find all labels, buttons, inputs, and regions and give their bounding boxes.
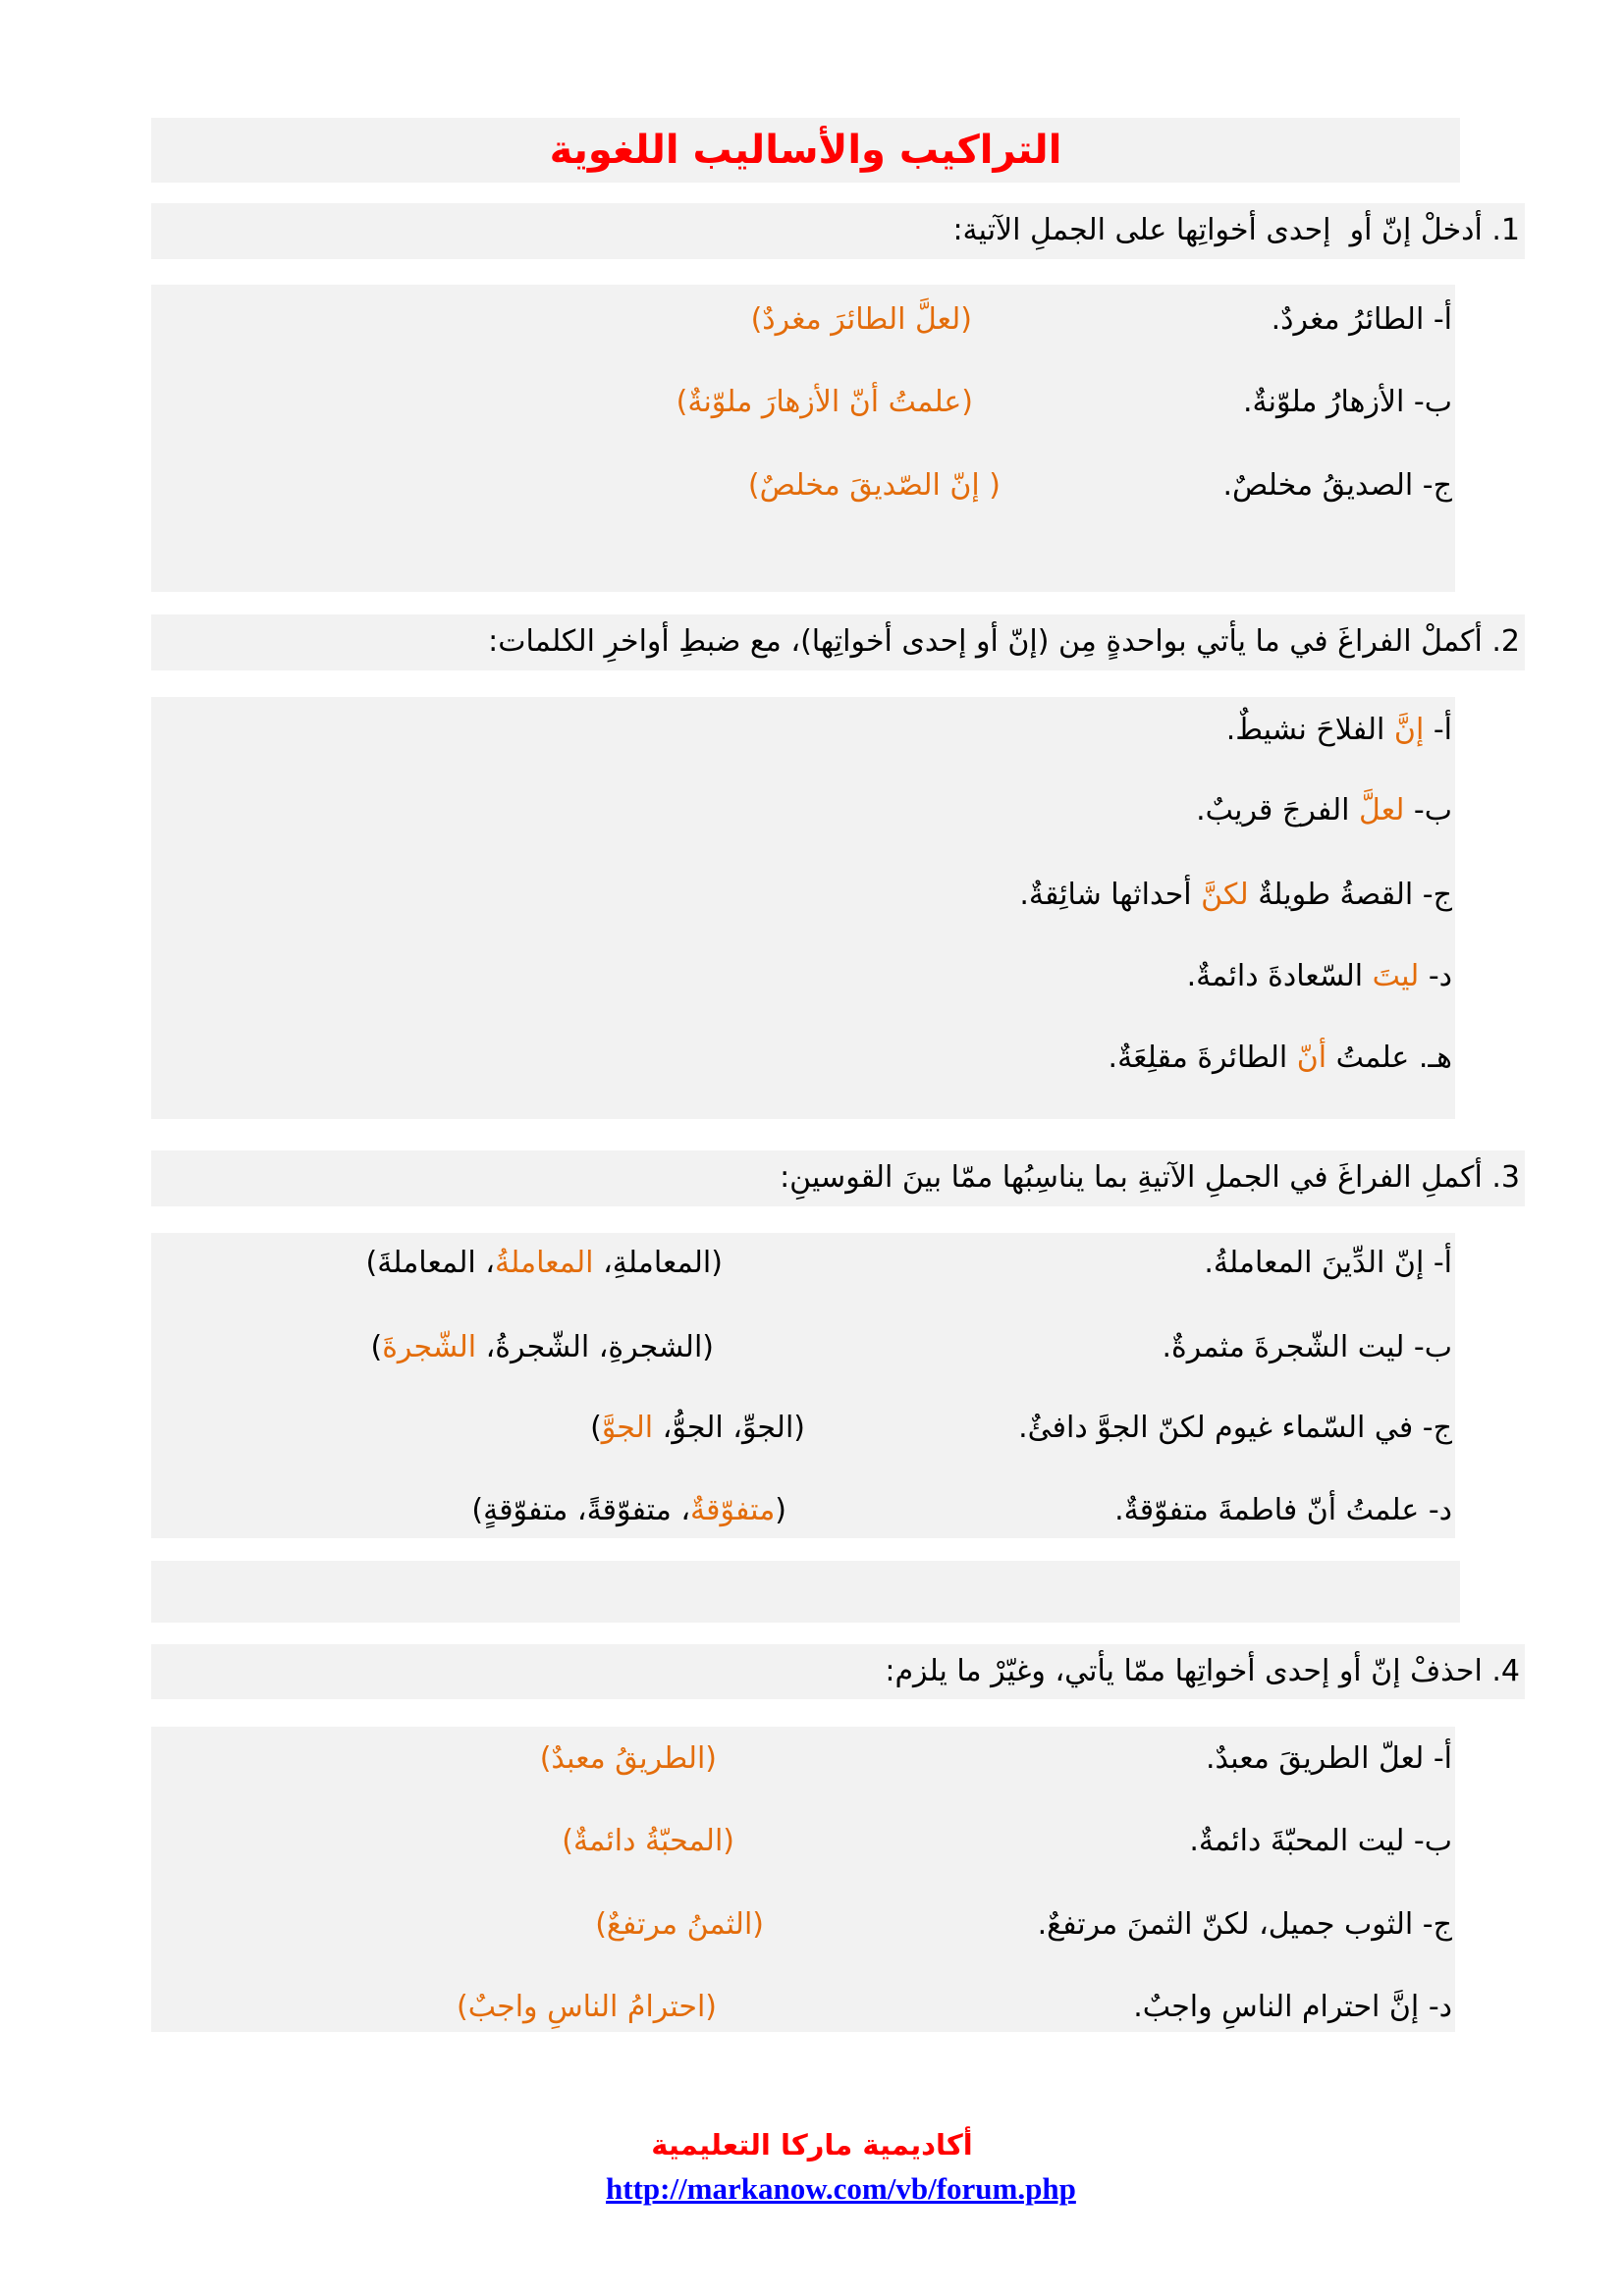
- item-label: د-: [1428, 959, 1452, 993]
- s2-item-d: [0, 953, 1624, 1000]
- option-separator: ،: [603, 1246, 613, 1280]
- item-answer: (المحبّةُ دائمةٌ): [562, 1824, 734, 1858]
- item-sentence: في السّماء غيوم لكنّ الجوَّ دافئٌ.: [1018, 1411, 1414, 1445]
- option-close-paren: ): [471, 1493, 484, 1527]
- section-4-header: [885, 1648, 1520, 1695]
- item-label: هـ.: [1418, 1041, 1452, 1075]
- item-sentence-line: [1109, 1035, 1452, 1082]
- item-sentence: إنَّ احترام الناسِ واجبٌ.: [1133, 1990, 1420, 2024]
- item-answer: لعلَّ: [1359, 793, 1405, 828]
- option: متفوّقةٍ: [483, 1493, 568, 1527]
- section-instruction: أكملْ الفراغَ في ما يأتي بواحدةٍ مِن (إنّ أو إحدى أخواتِها)، مع ضبطِ أواخرِ الكلمات:: [488, 624, 1483, 659]
- page-title: التراكيب والأساليب اللغوية: [549, 128, 1062, 173]
- item-sentence-line: [1189, 1818, 1452, 1865]
- item-sentence: لعلّ الطريقَ معبدٌ.: [1205, 1741, 1425, 1776]
- item-label: ج-: [1422, 1411, 1452, 1445]
- item-label: ب-: [1413, 1330, 1452, 1364]
- s4-item-c: [0, 1901, 1624, 1949]
- item-label: د-: [1428, 1493, 1452, 1527]
- options-group: [471, 1487, 786, 1534]
- item-label: د-: [1428, 1990, 1452, 2024]
- s4-item-b: [0, 1818, 1624, 1865]
- option-separator: ،: [576, 1493, 587, 1527]
- option: المعاملةَ: [377, 1246, 476, 1280]
- item-sentence: الثوب جميل، لكنّ الثمنَ مرتفعٌ.: [1037, 1907, 1414, 1942]
- option-close-paren: ): [590, 1411, 602, 1445]
- item-sentence: الأزهارُ ملوّنةٌ.: [1242, 385, 1405, 419]
- section-number: 1.: [1491, 213, 1520, 247]
- item-sentence: إنّ الدِّينَ المعاملةُ.: [1204, 1246, 1425, 1280]
- option-open-paren: (: [702, 1330, 714, 1364]
- option: الجوِّ: [741, 1411, 794, 1445]
- item-sentence: علمتُ أنّ فاطمةَ متفوّقةٌ.: [1114, 1493, 1420, 1527]
- option: متفوّقةٌ: [690, 1493, 776, 1527]
- item-text-after: السّعادةَ دائمةٌ.: [1186, 959, 1364, 993]
- item-text-before: القصةُ طويلةٌ: [1258, 878, 1414, 912]
- section-number: 4.: [1491, 1654, 1520, 1688]
- section-instruction: احذفْ إنّ أو إحدى أخواتِها ممّا يأتي، وغيّرْ ما يلزم:: [885, 1654, 1483, 1688]
- footer-academy-name: أكاديمية ماركا التعليمية: [651, 2128, 973, 2162]
- item-answer: (الطريقُ معبدٌ): [539, 1741, 717, 1776]
- item-sentence-line: [1206, 1735, 1452, 1783]
- s4-item-a: [0, 1735, 1624, 1783]
- option: الجوُّ: [672, 1411, 724, 1445]
- item-sentence-line: [1196, 787, 1452, 834]
- item-label: ج-: [1422, 468, 1452, 503]
- section-3-header: [780, 1154, 1520, 1201]
- item-text-after: الطائرةَ مقلِعَةٌ.: [1108, 1041, 1288, 1075]
- option-open-paren: (: [793, 1411, 805, 1445]
- item-label: ج-: [1422, 1907, 1452, 1942]
- item-label: ب-: [1413, 385, 1452, 419]
- option: الجوَّ: [601, 1411, 654, 1445]
- option: المعاملةُ: [494, 1246, 594, 1280]
- options-group: [590, 1405, 805, 1452]
- s2-item-a: [0, 707, 1624, 754]
- option-separator: ،: [732, 1411, 742, 1445]
- option-open-paren: (: [775, 1493, 786, 1527]
- option: المعاملةِ: [612, 1246, 712, 1280]
- s2-item-b: [0, 787, 1624, 834]
- item-answer: لكنَّ: [1201, 878, 1249, 912]
- s3-item-b: [0, 1324, 1624, 1371]
- item-label: أ-: [1433, 713, 1452, 747]
- item-text-after: أحداثها شائِقةٌ.: [1019, 878, 1192, 912]
- item-sentence-line: [1018, 1405, 1452, 1452]
- section-2-header: [488, 618, 1520, 666]
- s3-item-a: [0, 1240, 1624, 1287]
- item-sentence-line: [1222, 462, 1452, 509]
- item-sentence-line: [1038, 1901, 1452, 1949]
- item-sentence-line: [1114, 1487, 1452, 1534]
- item-label: أ-: [1433, 302, 1452, 337]
- option-close-paren: ): [370, 1330, 383, 1364]
- item-label: ب-: [1413, 793, 1452, 828]
- footer-link[interactable]: http://markanow.com/vb/forum.php: [606, 2171, 1076, 2206]
- item-text-after: الفلاحَ نشيطٌ.: [1225, 713, 1385, 747]
- s2-item-c: [0, 872, 1624, 919]
- item-sentence-line: [1133, 1984, 1452, 2031]
- options-group: [370, 1324, 714, 1371]
- option: الشجرةِ: [608, 1330, 703, 1364]
- option-separator: ،: [662, 1411, 673, 1445]
- option: متفوّقةً: [586, 1493, 672, 1527]
- s1-item-b: [0, 379, 1624, 426]
- item-label: أ-: [1433, 1246, 1452, 1280]
- option-separator: ،: [680, 1493, 691, 1527]
- item-label: ج-: [1422, 878, 1452, 912]
- item-answer: (الثمنُ مرتفعٌ): [595, 1907, 764, 1942]
- item-sentence-line: [1019, 872, 1452, 919]
- option-separator: ،: [598, 1330, 609, 1364]
- item-sentence: ليت المحبّةَ دائمةٌ.: [1189, 1824, 1405, 1858]
- option: الشّجرةُ: [495, 1330, 590, 1364]
- item-sentence: الصديقُ مخلصٌ.: [1222, 468, 1414, 503]
- option-separator: ،: [485, 1330, 496, 1364]
- item-sentence-line: [1272, 296, 1452, 344]
- item-answer: (احترامُ الناسِ واجبٌ): [457, 1990, 717, 2024]
- item-answer: ليتَ: [1372, 959, 1420, 993]
- item-sentence-line: [1187, 953, 1452, 1000]
- empty-band: [151, 1561, 1460, 1623]
- item-label: أ-: [1433, 1741, 1452, 1776]
- section-number: 2.: [1491, 624, 1520, 659]
- item-sentence-line: [1243, 379, 1452, 426]
- item-answer: إنَّ: [1393, 713, 1425, 747]
- item-text-before: علمتُ: [1335, 1041, 1410, 1075]
- item-sentence: الطائرُ مغردٌ.: [1271, 302, 1425, 337]
- item-answer: (علمتُ أنّ الأزهارَ ملوّنةٌ): [676, 385, 973, 419]
- s2-item-e: [0, 1035, 1624, 1082]
- section-instruction: أكملِ الفراغَ في الجملِ الآتيةِ بما يناسِبُها ممّا بينَ القوسينِ:: [780, 1160, 1483, 1195]
- option-separator: ،: [485, 1246, 495, 1280]
- option-close-paren: ): [365, 1246, 378, 1280]
- s4-item-d: [0, 1984, 1624, 2031]
- item-answer: (لعلَّ الطائرَ مغردٌ): [750, 302, 972, 337]
- s1-item-a: [0, 296, 1624, 344]
- option: الشّجرةَ: [382, 1330, 477, 1364]
- s3-item-c: [0, 1405, 1624, 1452]
- options-group: [366, 1240, 724, 1287]
- item-answer: أنّ: [1296, 1041, 1327, 1075]
- section-1-header: [952, 207, 1520, 254]
- item-sentence-line: [1163, 1324, 1453, 1371]
- section-instruction: أدخلْ إنّ أو إحدى أخواتِها على الجملِ الآتية:: [952, 213, 1483, 247]
- item-text-after: الفرجَ قريبٌ.: [1196, 793, 1350, 828]
- item-sentence-line: [1226, 707, 1452, 754]
- item-answer: ( إنّ الصّديقَ مخلصٌ): [747, 468, 1001, 503]
- section-number: 3.: [1491, 1160, 1520, 1195]
- s3-item-d: [0, 1487, 1624, 1534]
- item-sentence: ليت الشّجرةَ مثمرةٌ.: [1162, 1330, 1405, 1364]
- item-sentence-line: [1204, 1240, 1452, 1287]
- s1-item-c: [0, 462, 1624, 509]
- item-label: ب-: [1413, 1824, 1452, 1858]
- option-open-paren: (: [711, 1246, 723, 1280]
